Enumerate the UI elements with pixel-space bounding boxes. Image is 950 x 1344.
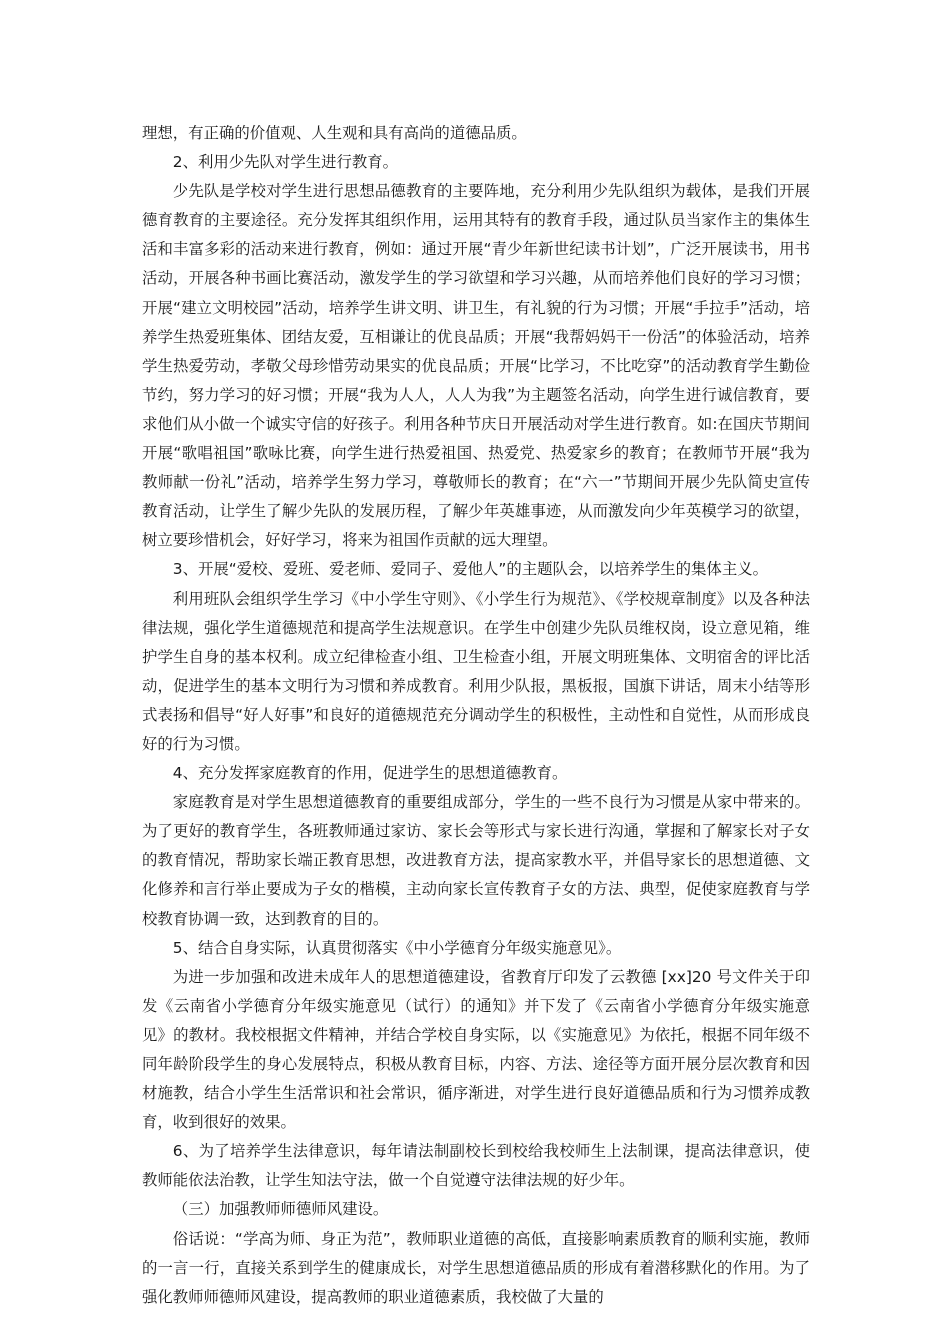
heading-3-theme-meetings: 3、开展“爱校、爱班、爱老师、爱同子、爱他人”的主题队会，以培养学生的集体主义。: [172, 560, 768, 579]
heading-2-young-pioneers: 2、利用少先队对学生进行教育。: [172, 153, 399, 172]
heading-5-implementation: 5、结合自身实际，认真贯彻落实《中小学德育分年级实施意见》。: [172, 938, 622, 957]
paragraph-theme-meetings: 利用班队会组织学生学习《中小学生守则》、《小学生行为规范》、《学校规章制度》以及各种法律法规，强化学生道德规范和提高学生法规意识。在学生中创建少先队员维权岗，设立意见箱，维护学生自身的基本权利。成立纪律检查小组、卫生检查小组，开展文明班集体、文明宿舍的评比活动，促进学生的基本文明行为习惯和养成教育。利用少队报，黑板报，国旗下讲话，周末小结等形式表扬和倡导“好人好事”和良好的道德规范充分调动学生的积极性，主动性和自觉性，从而形成良好的行为习惯。: [142, 589, 810, 753]
paragraph-teacher-ethics: 俗话说：“学高为师、身正为范”，教师职业道德的高低，直接影响素质教育的顺利实施，教师的一言一行，直接关系到学生的健康成长，对学生思想道德品质的形成有着潜移默化的作用。为了强化教师师德师风建设，提高教师的职业道德素质，我校做了大量的: [142, 1229, 810, 1306]
paragraph-6-law-awareness: 6、为了培养学生法律意识，每年请法制副校长到校给我校师生上法制课，提高法律意识，使教师能依法治教，让学生知法守法，做一个自觉遵守法律法规的好少年。: [142, 1142, 810, 1190]
paragraph-family-education: 家庭教育是对学生思想道德教育的重要组成部分，学生的一些不良行为习惯是从家中带来的。为了更好的教育学生，各班教师通过家访、家长会等形式与家长进行沟通，掌握和了解家长对子女的教育情况，帮助家长端正教育思想，改进教育方法，提高家教水平，并倡导家长的思想道德、文化修养和言行举止要成为子女的楷模，主动向家长宣传教育子女的方法、典型，促使家庭教育与学校教育协调一致，达到教育的目的。: [142, 793, 810, 928]
paragraph-continuation: 理想，有正确的价值观、人生观和具有高尚的道德品质。: [142, 124, 527, 142]
document-page: [142, 119, 810, 1312]
heading-4-family-education: 4、充分发挥家庭教育的作用，促进学生的思想道德教育。: [172, 764, 568, 783]
paragraph-implementation: 为进一步加强和改进未成年人的思想道德建设，省教育厅印发了云教德 [xx]20 号文件关于印发《云南省小学德育分年级实施意见（试行）的通知》并下发了《云南省小学德育分年级实施意见》的教材。我校根据文件精神，并结合学校自身实际，以《实施意见》为依托，根据不同年级不同年龄阶段学生的身心发展特点，积极从教育目标，内容、方法、途径等方面开展分层次教育和因材施教，结合小学生生活常识和社会常识，循序渐进，对学生进行良好道德品质和行为习惯养成教育，收到很好的效果。: [142, 967, 810, 1132]
paragraph-young-pioneers: 少先队是学校对学生进行思想品德教育的主要阵地，充分利用少先队组织为载体，是我们开展德育教育的主要途径。充分发挥其组织作用，运用其特有的教育手段，通过队员当家作主的集体生活和丰富多彩的活动来进行教育，例如：通过开展“青少年新世纪读书计划”，广泛开展读书，用书活动，开展各种书画比赛活动，激发学生的学习欲望和学习兴趣，从而培养他们良好的学习习惯；开展“建立文明校园”活动，培养学生讲文明、讲卫生，有礼貌的行为习惯；开展“手拉手”活动，培养学生热爱班集体、团结友爱，互相谦让的优良品质；开展“我帮妈妈干一份活”的体验活动，培养学生热爱劳动，孝敬父母珍惜劳动果实的优良品质；开展“比学习，不比吃穿”的活动教育学生勤俭节约，努力学习的好习惯；开展“我为人人，人人为我”为主题签名活动，向学生进行诚信教育，要求他们从小做一个诚实守信的好孩子。利用各种节庆日开展活动对学生进行教育。如:在国庆节期间开展“歌唱祖国”歌咏比赛，向学生进行热爱祖国、热爱党、热爱家乡的教育；在教师节开展“我为教师献一份礼”活动，培养学生努力学习，尊敬师长的教育；在“六一”节期间开展少先队简史宣传教育活动，让学生了解少先队的发展历程，了解少年英雄事迹，从而激发向少年英模学习的欲望，树立要珍惜机会，好好学习，将来为祖国作贡献的远大理望。: [142, 182, 810, 550]
heading-section-3-teacher-ethics: （三）加强教师师德师风建设。: [172, 1200, 389, 1219]
